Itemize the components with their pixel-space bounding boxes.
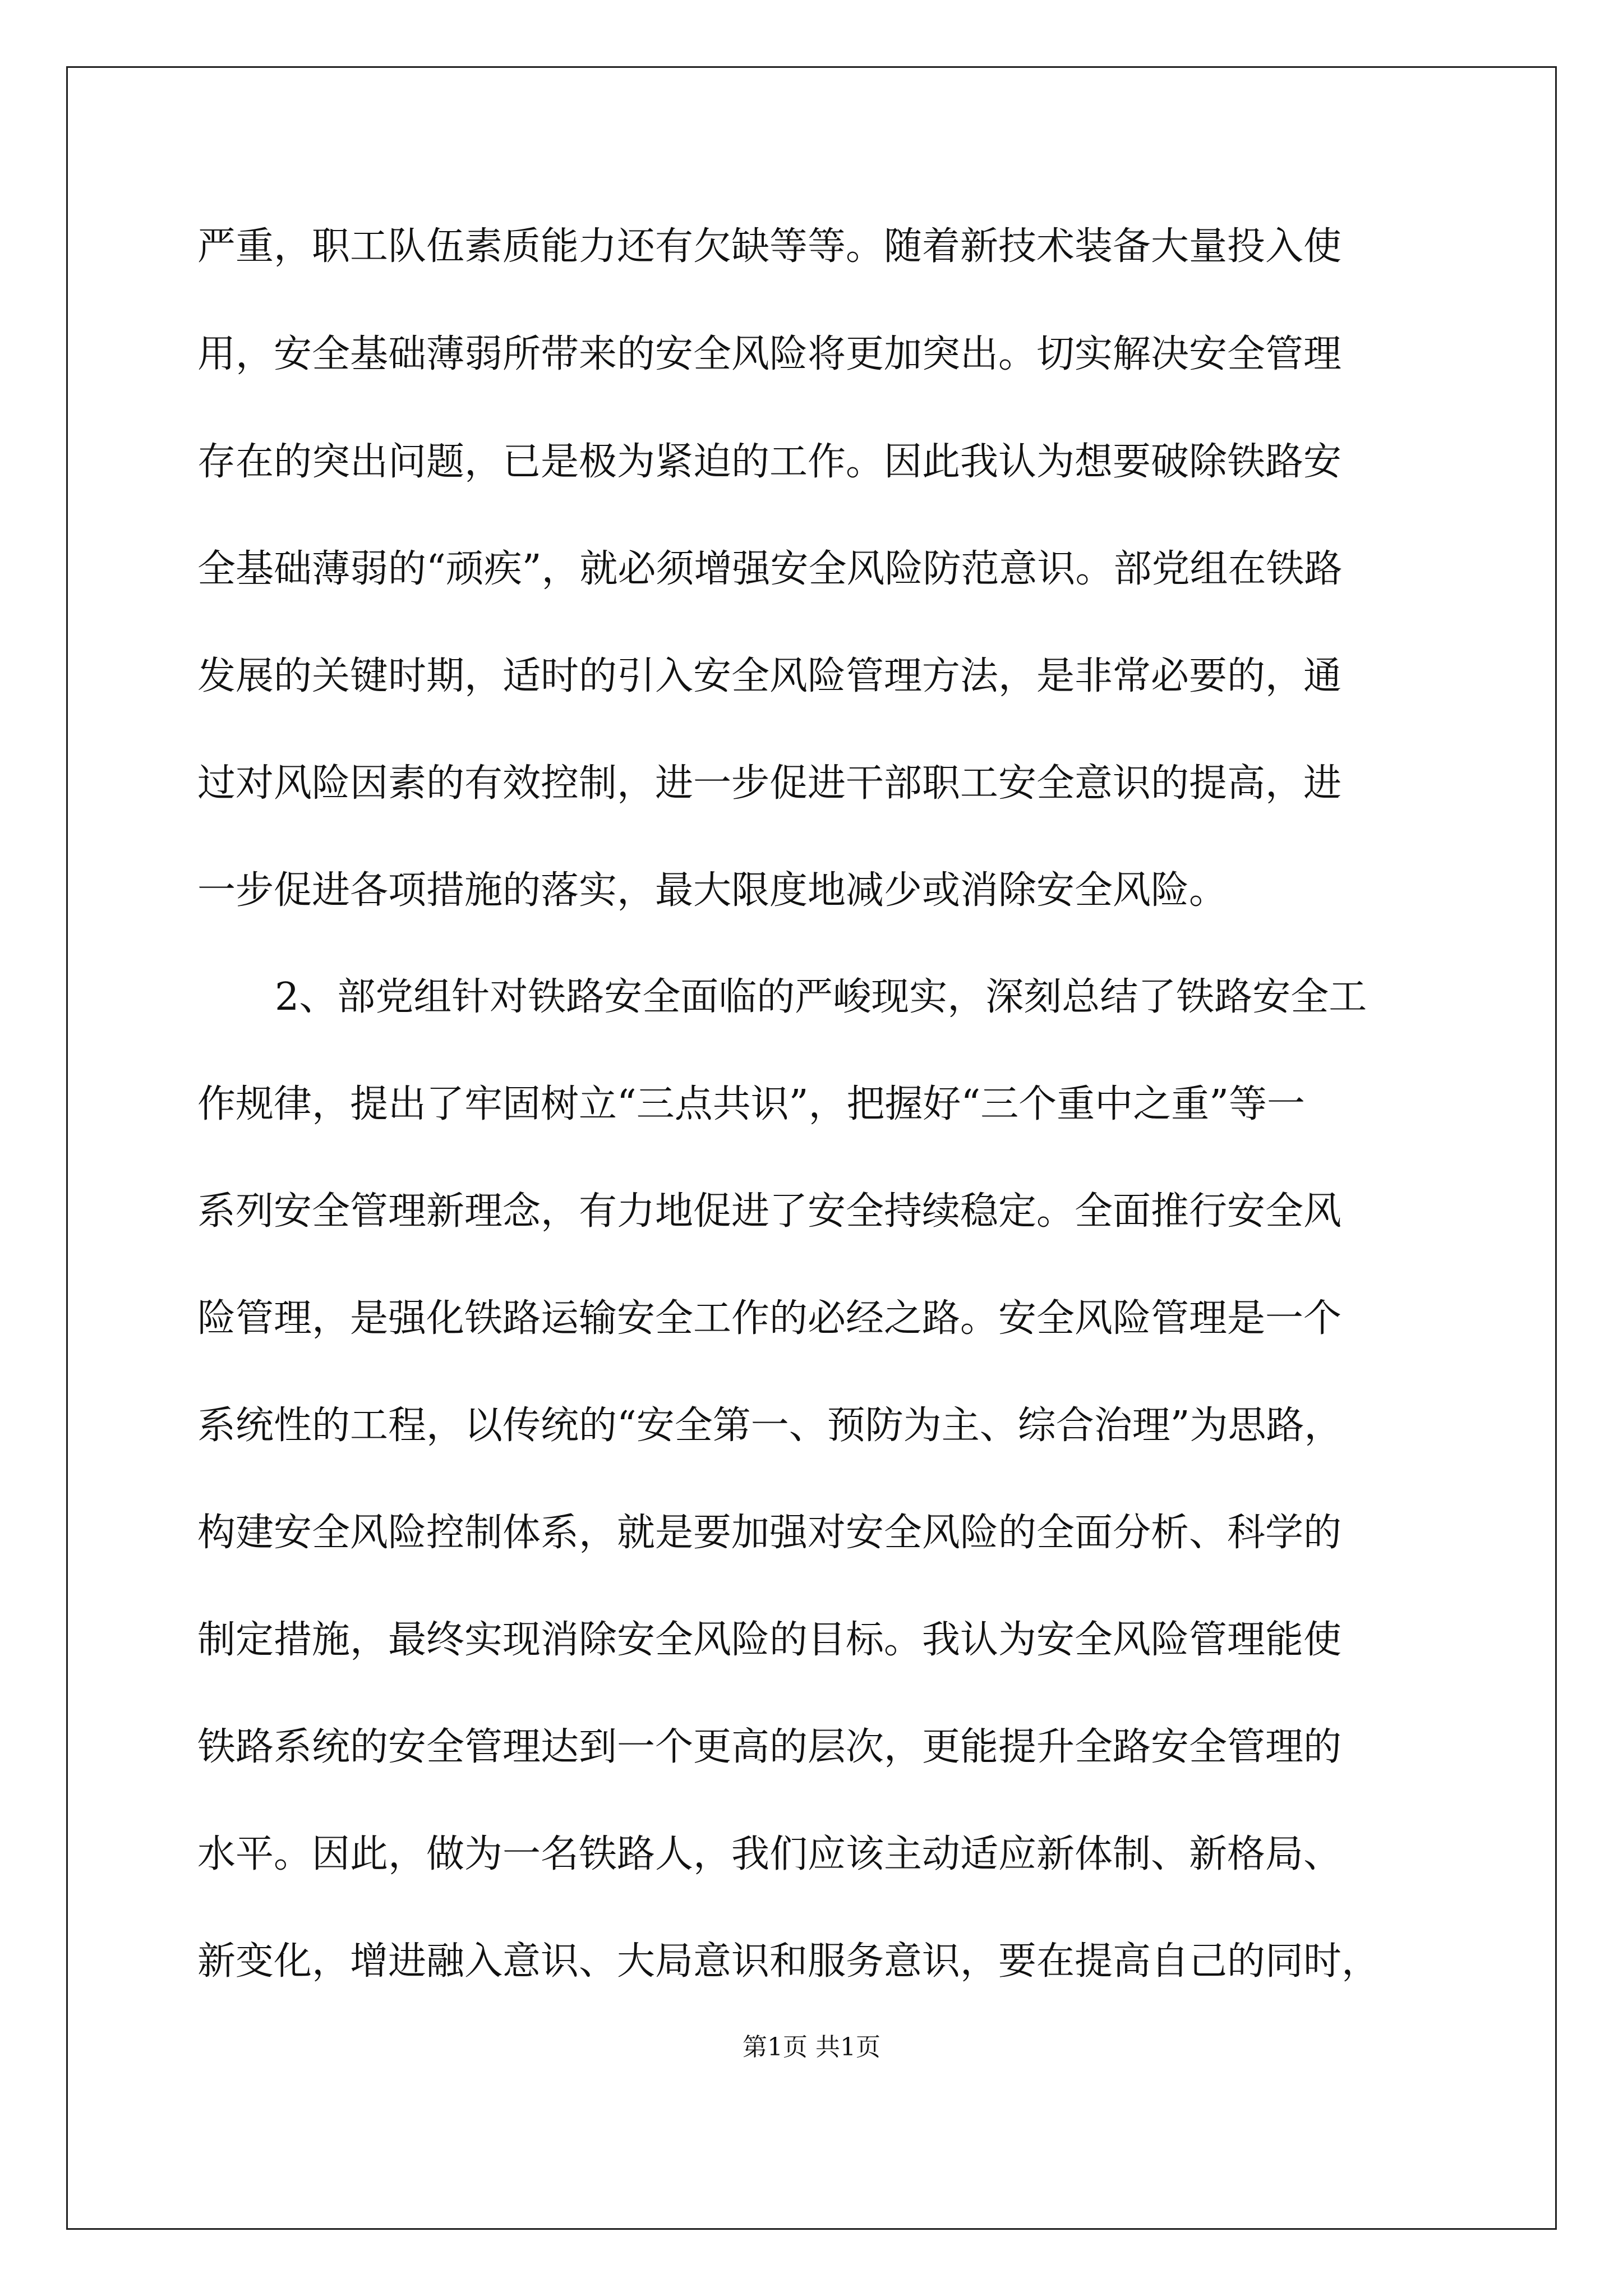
text-line: 发展的关键时期，适时的引入安全风险管理方法，是非常必要的，通: [197, 654, 1342, 698]
text-line: 严重，职工队伍素质能力还有欠缺等等。随着新技术装备大量投入使: [197, 224, 1342, 269]
text-line: 存在的突出问题，已是极为紧迫的工作。因此我认为想要破除铁路安: [197, 440, 1342, 484]
text-line: 制定措施，最终实现消除安全风险的目标。我认为安全风险管理能使: [197, 1618, 1342, 1662]
paragraph-first-line: 2、部党组针对铁路安全面临的严峻现实，深刻总结了铁路安全工: [275, 975, 1367, 1019]
text-line: 系列安全管理新理念，有力地促进了安全持续稳定。全面推行安全风: [197, 1189, 1342, 1234]
text-line: 险管理，是强化铁路运输安全工作的必经之路。安全风险管理是一个: [197, 1296, 1342, 1341]
text-line: 铁路系统的安全管理达到一个更高的层次，更能提升全路安全管理的: [197, 1725, 1342, 1769]
text-line: 全基础薄弱的“顽疾”，就必须增强安全风险防范意识。部党组在铁路: [197, 547, 1343, 591]
text-line: 一步促进各项措施的落实，最大限度地减少或消除安全风险。: [197, 868, 1228, 913]
page-border: [66, 66, 1557, 2230]
text-line: 过对风险因素的有效控制，进一步促进干部职工安全意识的提高，进: [197, 761, 1342, 806]
text-line: 用，安全基础薄弱所带来的安全风险将更加突出。切实解决安全管理: [197, 332, 1342, 376]
text-line: 新变化，增进融入意识、大局意识和服务意识，要在提高自己的同时，: [197, 1939, 1380, 1984]
page-number-footer: 第1页 共1页: [743, 2033, 880, 2062]
text-line: 构建安全风险控制体系，就是要加强对安全风险的全面分析、科学的: [197, 1511, 1342, 1555]
text-line: 水平。因此，做为一名铁路人，我们应该主动适应新体制、新格局、: [197, 1832, 1342, 1876]
text-line: 作规律，提出了牢固树立“三点共识”，把握好“三个重中之重”等一: [197, 1082, 1306, 1126]
text-line: 系统性的工程，以传统的“安全第一、预防为主、综合治理”为思路，: [197, 1404, 1343, 1448]
